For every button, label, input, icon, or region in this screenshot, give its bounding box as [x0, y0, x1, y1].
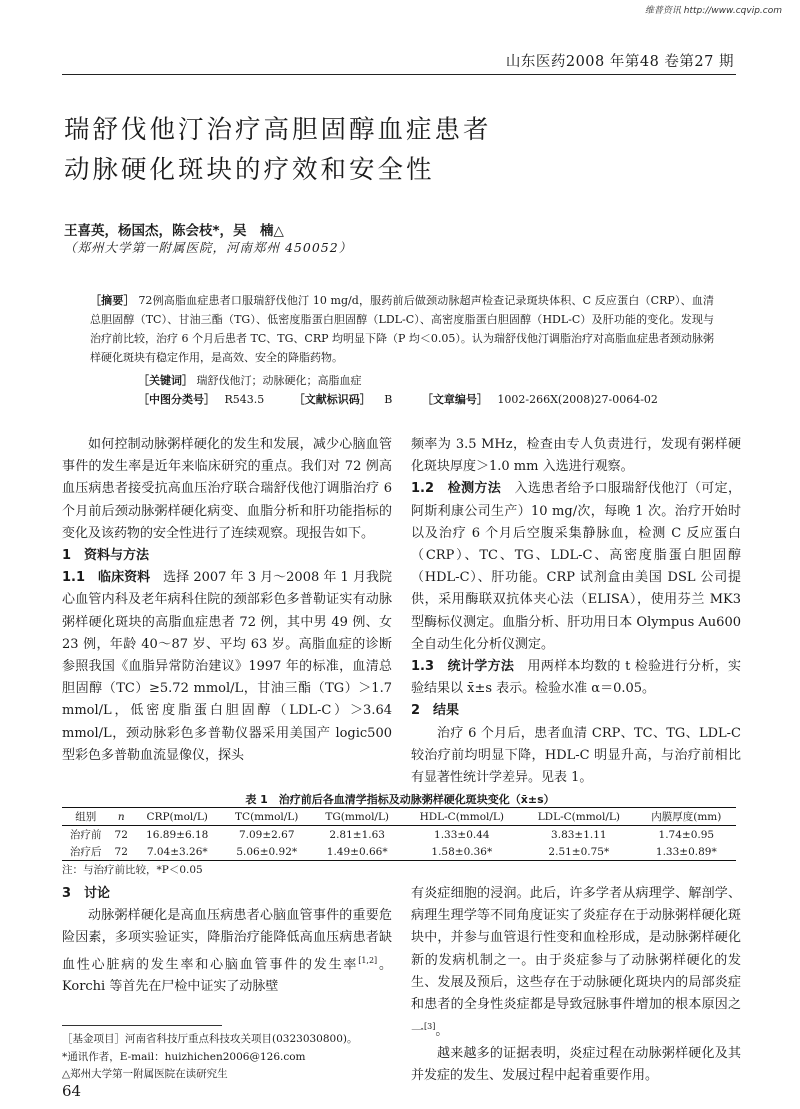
abstract-label: ［摘要］	[90, 294, 135, 307]
section-1-1-title: 1.1 临床资料	[62, 570, 151, 586]
table-cell: 1.33±0.89*	[637, 843, 736, 861]
table-header-row	[62, 808, 736, 826]
footnote-student: △郑州大学第一附属医院在读研究生	[62, 1068, 228, 1080]
section-1-heading: 1 资料与方法	[62, 548, 150, 564]
section-2-heading: 2 结果	[411, 703, 460, 719]
continued-paragraph: 频率为 3.5 MHz，检查由专人负责进行，发现有粥样硬化斑块厚度＞1.0 mm 入选进行观察。	[411, 437, 741, 475]
table-row	[62, 826, 736, 844]
article-no-value: 1002-266X(2008)27-0064-02	[497, 393, 658, 406]
section-1-3-title: 1.3 统计学方法	[411, 659, 515, 675]
footnote-fund: ［基金项目］河南省科技厅重点科技攻关项目(0323030800)。	[62, 1033, 358, 1045]
section-1-2-title: 1.2 检测方法	[411, 481, 502, 497]
table-header: 内膜厚度(mm)	[637, 808, 736, 826]
watermark: 维普资讯 http://www.cqvip.com	[644, 6, 782, 16]
clc-label: ［中图分类号］	[138, 393, 215, 406]
discussion-text-end: 。	[435, 1023, 449, 1039]
right-column-upper	[411, 434, 741, 789]
table-cell: 3.83±1.11	[551, 828, 607, 841]
keywords-row	[138, 372, 362, 388]
table-cell: 5.06±0.92*	[222, 843, 312, 861]
affiliation: （郑州大学第一附属医院，河南郑州 450052）	[64, 240, 353, 255]
title-line-1: 瑞舒伐他汀治疗高胆固醇血症患者	[64, 115, 492, 145]
table-note: 注：与治疗前比较，*P＜0.05	[62, 864, 203, 876]
table-header: TC(mmol/L)	[222, 808, 312, 826]
table-header: CRP(mol/L)	[133, 808, 222, 826]
doc-code-label: ［文献标识码］	[293, 393, 371, 406]
table-cell: 治疗前	[70, 829, 102, 841]
citation-ref: [3]	[424, 1022, 436, 1032]
table-cell: 7.09±2.67	[238, 828, 295, 841]
results-table	[62, 807, 736, 861]
table-cell: 16.89±6.18	[146, 828, 209, 841]
results-paragraph: 治疗 6 个月后，患者血清 CRP、TC、TG、LDL-C 较治疗前均明显下降，HDL-C 明显升高，与治疗前相比有显著性统计学差异。见表 1。	[411, 725, 741, 786]
table-caption: 表 1 治疗前后各血清学指标及动脉粥样硬化斑块变化（x̄±s）	[245, 793, 555, 806]
section-1-2	[411, 478, 741, 656]
section-1-1	[62, 567, 392, 767]
table-cell: 治疗后	[62, 843, 110, 861]
abstract-text: 72例高脂血症患者口服瑞舒伐他汀 10 mg/d，服药前后做颈动脉超声检查记录斑块体积、C 反应蛋白（CRP）、血清总胆固醇（TC）、甘油三酯（TG）、低密度脂蛋白胆固醇（LDL-C）、高密度脂蛋白胆固醇（HDL-C）及肝功能的变化。发现与治疗前比较，治疗 6 个月后患者 TC、TG、CRP 均明显下降（P 均＜0.05）。认为瑞舒伐他汀调脂治疗对高脂血症患者颈动脉粥样硬化斑块有稳定作用，是高效、安全的降脂药物。	[90, 294, 715, 364]
discussion-text-c: 有炎症细胞的浸润。此后，许多学者从病理学、解剖学、病理生理学等不同角度证实了炎症存在于动脉粥样硬化斑块中，并参与血管退行性变和血栓形成，是动脉粥样硬化新的发病机制之一。由于炎症参与了动脉粥样硬化的发生、发展及预后，这些存在于动脉硬化斑块内的局部炎症和患者的全身性炎症都是导致冠脉事件增加的根本原因之一	[411, 886, 741, 1039]
journal-citation: 山东医药2008 年第48 卷第27 期	[505, 54, 734, 70]
abstract	[90, 291, 714, 367]
left-column-upper	[62, 434, 392, 767]
header-rule	[62, 74, 736, 75]
table-cell: 1.58±0.36*	[403, 843, 522, 861]
table-header: HDL-C(mmol/L)	[403, 808, 522, 826]
table-cell: 72	[114, 828, 128, 841]
table-cell: 1.49±0.66*	[312, 843, 403, 861]
keywords-label: ［关键词］	[138, 374, 193, 387]
clc-value: R543.5	[224, 393, 265, 406]
table-cell: 2.51±0.75*	[521, 843, 637, 861]
doc-code-value: B	[384, 393, 393, 406]
citation-ref: [1,2]	[358, 955, 378, 965]
table-cell: 1.33±0.44	[434, 828, 490, 841]
page-number: 64	[62, 1082, 82, 1100]
table-header: 组别	[62, 808, 110, 826]
table-header: n	[110, 808, 133, 826]
section-3-heading: 3 讨论	[62, 886, 111, 901]
discussion-text-b: 。Korchi 等首先在尸检中证实了动脉壁	[62, 956, 392, 995]
table-header: LDL-C(mmol/L)	[521, 808, 637, 826]
footnote-correspondence: *通讯作者，E-mail：huizhichen2006@126.com	[62, 1051, 306, 1063]
table-header: TG(mmol/L)	[312, 808, 403, 826]
discussion-text-a: 动脉粥样硬化是高血压病患者心脑血管事件的重要危险因素，多项实验证实，降脂治疗能降低高血压病患者缺血性心脏病的发生率和心脑血管事件的发生率	[62, 908, 392, 972]
article-no-label: ［文章编号］	[421, 393, 488, 406]
left-column-lower	[62, 883, 392, 998]
authors: 王喜英，杨国杰，陈会枝*，吴 楠△	[64, 223, 284, 239]
section-1-3-text: 用两样本均数的 t 检验进行分析，实验结果以 x̄±s 表示。检验水准 α＝0.05。	[411, 659, 741, 697]
discussion-paragraph-1	[62, 905, 392, 998]
intro-paragraph: 如何控制动脉粥样硬化的发生和发展，减少心脑血管事件的发生率是近年来临床研究的重点。我们对 72 例高血压病患者接受抗高血压治疗联合瑞舒伐他汀调脂治疗 6 个月前后颈动脉粥样硬化病变、血脂分析和肝功能指标的变化及该药物的安全性进行了连续观察。现报告如下。	[62, 437, 392, 541]
table-cell: 1.74±0.95	[658, 828, 715, 841]
table-row	[62, 843, 736, 861]
table-cell: 7.04±3.26*	[133, 843, 222, 861]
title-line-2: 动脉硬化斑块的疗效和安全性	[64, 155, 435, 185]
classification-row	[138, 391, 658, 407]
article-title	[64, 110, 492, 190]
table-cell: 72	[110, 843, 133, 861]
keywords: 瑞舒伐他汀；动脉硬化；高脂血症	[196, 374, 362, 387]
table-cell: 2.81±1.63	[329, 828, 385, 841]
section-1-2-text: 入选患者给予口服瑞舒伐他汀（可定，阿斯利康公司生产）10 mg/次，每晚 1 次。治疗开始时以及治疗 6 个月后空腹采集静脉血，检测 C 反应蛋白（CRP）、TC、TG、LDL-C、高密度脂蛋白胆固醇（HDL-C）、肝功能。CRP 试剂盒由美国 DSL 公司提供，采用酶联双抗体夹心法（ELISA），使用芬兰 MK3 型酶标仪测定。血脂分析、肝功用日本 Olympus Au600 全自动生化分析仪测定。	[411, 481, 741, 652]
right-column-lower	[411, 883, 741, 1087]
section-1-3	[411, 656, 741, 700]
discussion-continued	[411, 883, 741, 1043]
discussion-paragraph-2: 越来越多的证据表明，炎症过程在动脉粥样硬化及其并发症的发生、发展过程中起着重要作用。	[411, 1045, 741, 1083]
section-1-1-text: 选择 2007 年 3 月～2008 年 1 月我院心血管内科及老年病科住院的颈部彩色多普勒证实有动脉粥样硬化斑块的高脂血症患者 72 例，其中男 49 例、女 23 例，年龄 40～87 岁、平均 63 岁。高脂血症的诊断参照我国《血脂异常防治建议》1997 年的标准，血清总胆固醇（TC）≥5.72 mmol/L，甘油三酯（TG）＞1.7 mmol/L，低密度脂蛋白胆固醇（LDL-C）＞3.64 mmol/L，颈动脉彩色多普勒仪器采用美国产 logic500 型彩色多普勒血流显像仪，探头	[62, 570, 392, 763]
footnote-rule	[62, 1025, 222, 1026]
